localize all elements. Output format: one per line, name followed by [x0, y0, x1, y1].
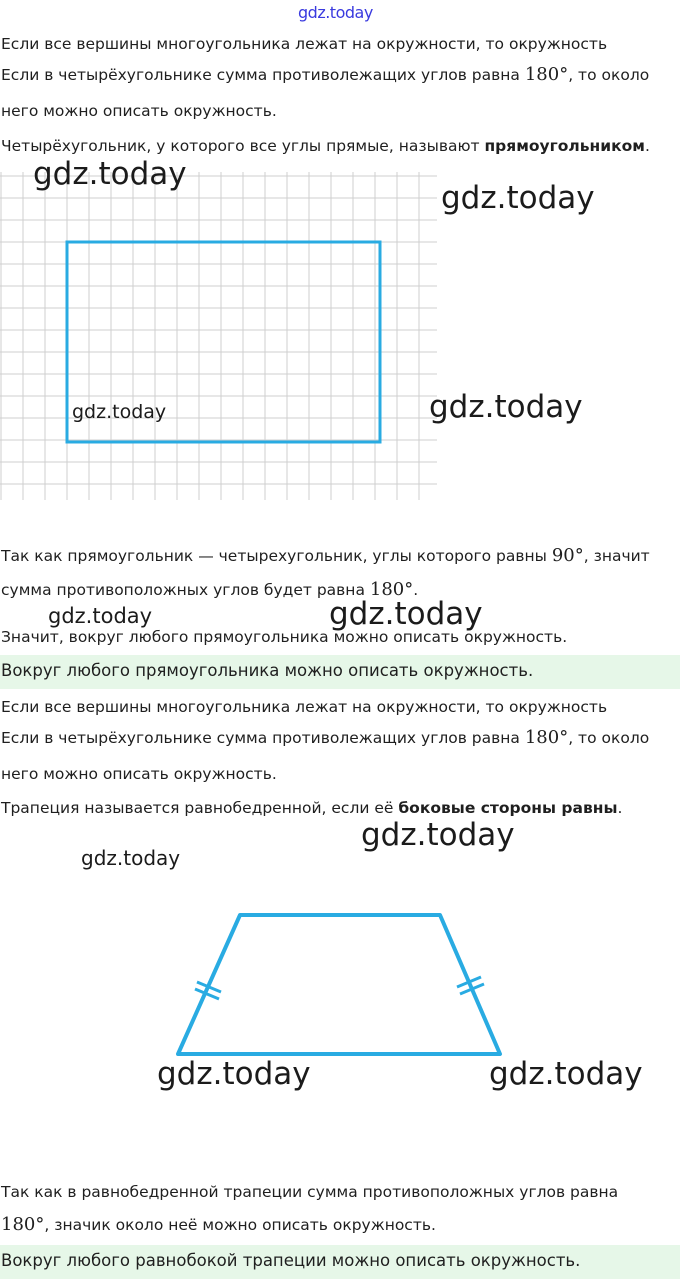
highlight-text: Вокруг любого прямоугольника можно описать окружность.	[1, 661, 534, 680]
watermark: gdz.today	[81, 846, 181, 870]
text-fragment: Если в четырёхугольнике сумма противолежащих углов равна	[1, 66, 525, 84]
text-fragment: .	[413, 581, 419, 599]
math-degree: 180°	[524, 727, 569, 748]
watermark: gdz.today	[489, 1056, 643, 1092]
text-fragment: , значит	[583, 547, 650, 565]
text-line: Так как в равнобедренной трапеции сумма противоположных углов равна	[1, 1183, 619, 1201]
watermark: gdz.today	[48, 604, 153, 628]
text-line: Значит, вокруг любого прямоугольника можно описать окружность.	[1, 628, 568, 646]
watermark: gdz.today	[329, 596, 483, 632]
watermark: gdz.today	[33, 156, 187, 192]
text-fragment: Если в четырёхугольнике сумма противолежащих углов равна	[1, 729, 525, 747]
text-fragment: , то около	[568, 729, 650, 747]
grid-figure	[0, 170, 440, 500]
highlight-text: Вокруг любого равнобокой трапеции можно описать окружность.	[1, 1251, 581, 1270]
watermark: gdz.today	[361, 817, 515, 853]
math-degree: 180°	[369, 579, 414, 600]
text-line: Если все вершины многоугольника лежат на окружности, то окружность	[1, 698, 608, 716]
text-fragment: , значик около неё можно описать окружность.	[44, 1216, 436, 1234]
watermark-top: gdz.today	[298, 3, 373, 22]
trapezoid-shape	[178, 915, 500, 1054]
bold-term: прямоугольником	[484, 137, 645, 155]
text-fragment: Так как прямоугольник — четырехугольник, углы которого равны	[1, 547, 552, 565]
watermark: gdz.today	[157, 1056, 311, 1092]
bold-term: боковые стороны равны	[398, 799, 618, 817]
text-fragment: Четырёхугольник, у которого все углы прямые, называют	[1, 137, 485, 155]
text-line	[1, 728, 649, 748]
watermark: gdz.today	[72, 401, 167, 423]
math-degree: 180°	[1, 1214, 45, 1235]
text-line	[1, 798, 622, 818]
text-line	[1, 546, 650, 566]
watermark: gdz.today	[429, 389, 583, 425]
math-degree: 90°	[551, 545, 584, 566]
text-line: него можно описать окружность.	[1, 102, 277, 120]
text-line: Если все вершины многоугольника лежат на окружности, то окружность	[1, 35, 608, 53]
watermark: gdz.today	[441, 180, 595, 216]
text-line: него можно описать окружность.	[1, 765, 277, 783]
highlight-conclusion	[0, 655, 680, 689]
text-line	[1, 1215, 436, 1235]
text-fragment: .	[644, 137, 650, 155]
text-fragment: сумма противоположных углов будет равна	[1, 581, 370, 599]
text-fragment: , то около	[568, 66, 650, 84]
text-line	[1, 65, 649, 85]
highlight-conclusion	[0, 1245, 680, 1279]
text-fragment: Трапеция называется равнобедренной, если её	[1, 799, 399, 817]
math-degree: 180°	[524, 64, 569, 85]
text-line	[1, 136, 650, 156]
text-fragment: .	[617, 799, 623, 817]
